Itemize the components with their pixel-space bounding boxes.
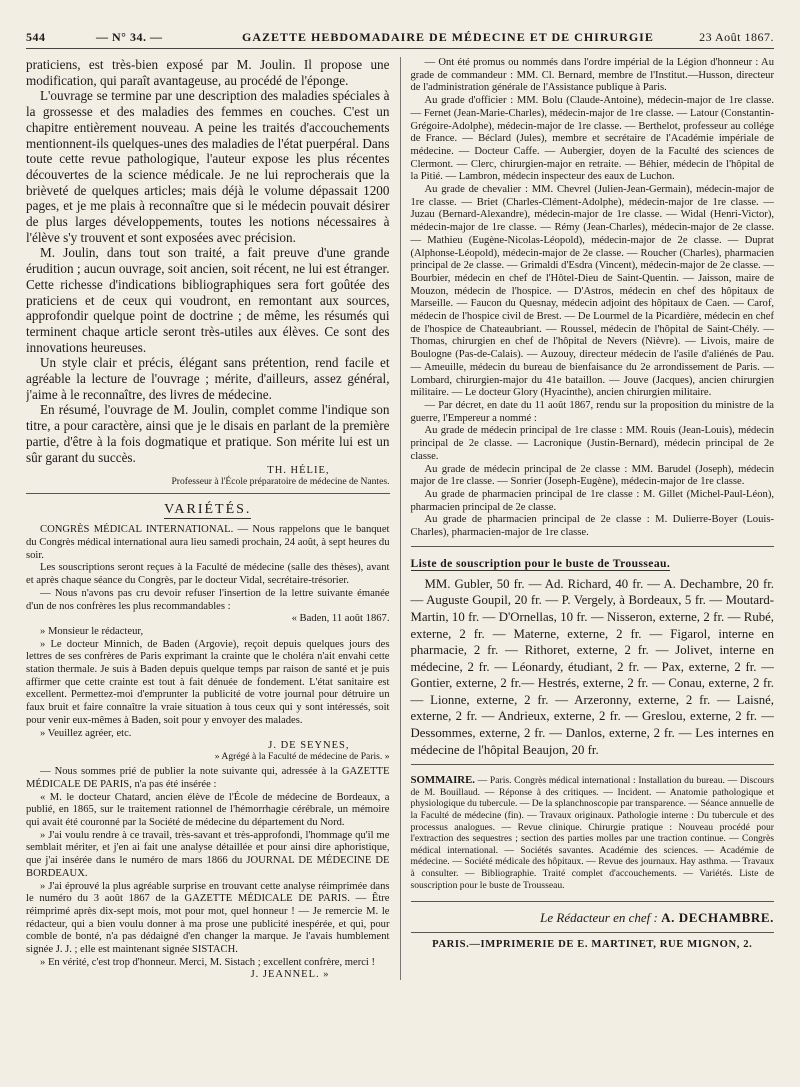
principal-1-paragraph: Au grade de médecin principal de 1re classe : MM. Rouis (Jean-Louis), médecin principal de 2e classe. — Lacronique (Justin-Bernard), médecin principal de 2e classe. <box>410 425 774 462</box>
review-signature: TH. HÉLIE, <box>267 465 330 477</box>
review-paragraph: L'ouvrage se termine par une description des maladies spéciales à la grossesse et des maladies des femmes en couches. C'est un chapitre entièrement nouveau. A peine les traités d'accouchements mentionnent-ils quelques-unes des maladies de l'état puerpéral. Dans toute cette revue pathologique, l'auteur expose les plus récentes découvertes de la science médicale. Je ne lui reprocherais que la brièveté de quelques articles; mais déjà le volume dépassait 1200 pages, et je me plais à reconnaître que si le médecin pouvait désirer de plus larges développements, toutes les notions nécessaires à l'élève s'y trouvent et sont exposées avec précision. <box>26 88 390 245</box>
congres-label: CONGRÈS MÉDICAL INTERNATIONAL. <box>40 524 234 536</box>
lettre-affiliation: » Agrégé à la Faculté de médecine de Paris. » <box>214 751 390 763</box>
chevalier-paragraph: Au grade de chevalier : MM. Chevrel (Julien-Jean-Germain), médecin-major de 1re classe. — Briet (Charles-Clément-Adolphe), médecin-major de 1re classe. — Juzau (Bernard-Alexandre), médecin-major de 1re classe. — Widal (Henri-Victor), médecin-major de 1re classe. — Rémy (Jean-Charles), médecin-major de 2e classe. — Mathieu (Eugène-Nicolas-Léopold), médecin-major de 2e classe. — Duprat (Alphonse-Léopold), médecin-major de 2e classe. — Roucher (Charles), pharmacien principal de 2e classe. — Grimaldi d'Esdra (Vincent), médecin-major de 2e classe. — Bourbier, médecin en chef de l'Hôtel-Dieu de Saint-Quentin. — Jaisson, maire de Mouzon, médecin de l'hospice. — D'Astros, médecin en chef des hôpitaux de Marseille. — Faucon du Quesnay, médecin adjoint des hôpitaux de Caen. — Carof, médecin de l'hospice civil de Brest. — De Lourmel de la Picardière, médecin en chef de l'hospice de Chateaubriant. — Roussel, médecin de l'hôpital de Saint-Chély. — Thomas, chirurgien en chef de l'hôpital de Nevers (Nièvre). — Livois, maire de Boulogne (Pas-de-Calais). — Auzouy, directeur médecin de l'asile d'aliénés de Pau. — Ameuille, médecin du bureau de bienfaisance du 2e arrondissement de Paris. — Lombard, chirurgien-major du 41e bataillon. — Jouve (Jacques), ancien chirurgien militaire. — Le docteur Glory (Hyacinthe), ancien chirurgien militaire. <box>410 184 774 399</box>
lettre-intro: — Nous n'avons pas cru devoir refuser l'insertion de la lettre suivante émanée d'un de nos confrères les plus recommandables : <box>26 587 390 612</box>
officier-paragraph: Au grade d'officier : MM. Bolu (Claude-Antoine), médecin-major de 1re classe. — Fernet (Jean-Marie-Charles), médecin-major de 1re classe. — Latour (Constantin-Grégoire-Adolphe), médecin-major de 1re classe. — Berthelot, professeur au collége de France. — Béclard (Jules), membre et secrétaire de l'Académie impériale de médecine. — Docteur Caffe. — Aubergier, doyen de la Faculté des sciences de Clermont. — Clerc, chirurgien-major en retraite. — Béhier, médecin de l'hôpital de la Pitié. — Lambron, médecin inspecteur des eaux de Luchon. <box>410 95 774 183</box>
imprimerie-line: PARIS.—IMPRIMERIE DE E. MARTINET, RUE MIGNON, 2. <box>432 938 753 950</box>
section-divider <box>411 932 775 933</box>
note-paragraph: » J'ai voulu rendre à ce travail, très-savant et très-approfondi, l'hommage qu'il me semblait mériter, et j'en ai fait une analyse détaillée et pour ainsi dire aphoristique, que j'ai insérée dans le numéro de mars 1866 du JOURNAL DE MÉDECINE DE BORDEAUX. <box>26 829 390 879</box>
issue-number: — N° 34. — <box>96 30 163 44</box>
redacteur-line <box>411 910 775 926</box>
section-divider <box>411 901 775 902</box>
souscriptions-paragraph: Les souscriptions seront reçues à la Faculté de médecine (salle des thèses), avant et après chaque séance du Congrès, par le docteur Vidal, secrétaire-trésorier. <box>26 562 390 587</box>
issue-date: 23 Août 1867. <box>699 30 774 44</box>
review-paragraph: praticiens, est très-bien exposé par M. Joulin. Il propose une modification, qui paraît avantageuse, au procédé de l'éponge. <box>26 57 390 88</box>
redacteur-label: Le Rédacteur en chef : <box>540 909 658 925</box>
lettre-date: « Baden, 11 août 1867. <box>291 613 390 625</box>
lettre-body: » Le docteur Minnich, de Baden (Argovie), reçoit depuis quelques jours des lettres de ses confrères de Paris exprimant la crainte que le choléra n'ait envahi cette station thermale. Je suis à Baden depuis quelque temps par raison de santé et je puis affirmer que cette crainte est tout à fait dénuée de fondement. L'état sanitaire est excellent. Permettez-moi d'emprunter la publicité de votre journal pour détruire un faux bruit et faire connaître la vraie situation à tous ceux qui y sont intéressés, soit pour venir eux-mêmes à Baden, soit pour y envoyer des malades. <box>26 638 390 726</box>
varietes-heading <box>26 502 390 518</box>
principal-2-paragraph: Au grade de médecin principal de 2e classe : MM. Barudel (Joseph), médecin major de 1re classe. — Sonrier (Joseph-Eugène), médecin-major de 1re classe. <box>410 463 774 488</box>
section-divider <box>26 493 390 494</box>
note-paragraph: « M. le docteur Chatard, ancien élève de l'École de médecine de Bordeaux, a publié, en 1865, sur le traitement rationnel de l'hémorrhagie cérébrale, un mémoire qui avait été couronné par la Société de médecine du département du Nord. <box>26 791 390 829</box>
pharmacien-2-paragraph: Au grade de pharmacien principal de 2e classe : M. Dulierre-Boyer (Louis-Charles), pharmacien-major de 1re classe. <box>410 514 774 539</box>
pharmacien-1-paragraph: Au grade de pharmacien principal de 1re classe : M. Gillet (Michel-Paul-Léon), pharmacien principal de 2e classe. <box>410 488 774 513</box>
journal-title: GAZETTE HEBDOMADAIRE DE MÉDECINE ET DE CHIRURGIE <box>242 30 654 44</box>
review-affiliation: Professeur à l'École préparatoire de médecine de Nantes. <box>171 476 390 488</box>
sommaire-label: SOMMAIRE. <box>410 774 475 787</box>
review-paragraph: M. Joulin, dans tout son traité, a fait preuve d'une grande érudition ; aucun ouvrage, soit ancien, soit récent, ne lui est étranger. Cette richesse d'indications bibliographiques sera fort goûtée des praticiens et de ceux qui voudront, en remontant aux sources, approfondir quelque point de doctrine ; de même, les résumés qui terminent chaque article seront très-utiles aux élèves. Ce sont des innovations heureuses. <box>26 245 390 355</box>
varietes-title: VARIÉTÉS. <box>164 502 252 518</box>
note-paragraph: » En vérité, c'est trop d'honneur. Merci, M. Sistach ; excellent confrère, merci ! <box>40 956 376 968</box>
lettre-close: » Veuillez agréer, etc. <box>40 727 132 739</box>
decret-paragraph: — Par décret, en date du 11 août 1867, rendu sur la proposition du ministre de la guerre, l'Empereur a nommé : <box>410 399 774 424</box>
right-column <box>400 57 775 980</box>
note-intro: — Nous sommes prié de publier la note suivante qui, adressée à la GAZETTE MÉDICALE DE PARIS, n'a pas été insérée : <box>26 766 390 790</box>
page-number: 544 <box>26 30 46 44</box>
review-paragraph: Un style clair et précis, élégant sans prétention, rend facile et agréable la lecture de l'ouvrage ; mérite, d'ailleurs, assez général, j'aime à le reconnaître, des livres de médecine. <box>26 355 390 402</box>
redacteur-name: A. DECHAMBRE. <box>661 909 774 925</box>
note-paragraph: » J'ai éprouvé la plus agréable surprise en trouvant cette analyse réimprimée dans le numéro du 3 août 1867 de la GAZETTE MÉDICALE DE PARIS. — Être réimprimé après dix-sept mois, mot pour mot, quel honneur ! — Je remercie M. le rédacteur, qui a bien voulu donner à ma prose une publicité inespérée, et qui, pour comble de bonté, n'a pas dédaigné d'en changer la marque. Je l'avais humblement signée J. J. ; elle est maintenant signée SISTACH. <box>26 880 390 956</box>
sommaire-text: — Paris. Congrès médical international : Installation du bureau. — Discours de M. Bouillaud. — Réponse à des critiques. — Incident. — Anatomie pathologique et physiologique du tubercule. — De la splanchnoscopie par transparence. — Séance annuelle de la Faculté de médecine (fin). — Travaux originaux. Pathologie interne : Du tubercule et des processus analogues. — Revue clinique. Chirurgie pratique : Nouveau procédé pour l'extraction des sequestres ; section des parties molles par une traction continue. — Congrès médical international. — Sociétés savantes. Académie des sciences. — Académie de médecine. — Société médicale des hôpitaux. — Revue des journaux. Hay asthma. — Travaux à consulter. — Bibliographie. Traité complet d'accouchements. — Variétés. Liste de souscription pour le buste de Trousseau. <box>410 775 774 891</box>
list-heading <box>411 557 775 570</box>
list-title: Liste de souscription pour le buste de Trousseau. <box>410 556 671 570</box>
sommaire-block <box>411 775 775 891</box>
lettre-signature: J. DE SEYNES, <box>268 740 350 752</box>
legion-intro: — Ont été promus ou nommés dans l'ordre impérial de la Légion d'honneur : Au grade de commandeur : MM. Cl. Bernard, membre de l'Institut.—Husson, directeur de l'administration générale de l'Assistance publique à Paris. <box>410 57 774 94</box>
section-divider <box>411 546 775 547</box>
note-signature: J. JEANNEL. » <box>250 969 330 981</box>
columns <box>26 57 774 980</box>
left-column <box>26 57 390 980</box>
congres-text: — Nous rappelons que le banquet du Congrès médical international aura lieu samedi prochain, 24 août, à sept heures du soir. <box>26 524 390 561</box>
congres-paragraph <box>26 524 390 562</box>
section-divider <box>411 764 775 765</box>
lettre-salutation: » Monsieur le rédacteur, <box>40 625 144 637</box>
page-header <box>26 28 774 49</box>
review-paragraph: En résumé, l'ouvrage de M. Joulin, complet comme l'indique son titre, a pour caractère, ainsi que je le disais en parlant de la première partie, d'être à la fois dogmatique et pratique. Son mérite lui est un sûr garant du succès. <box>26 402 390 465</box>
subscription-list: MM. Gubler, 50 fr. — Ad. Richard, 40 fr. — A. Dechambre, 20 fr. — Auguste Goupil, 20 fr. — P. Vergely, à Bordeaux, 5 fr. — Moutard-Martin, 10 fr. — D'Ornellas, 10 fr. — Nisseron, externe, 2 fr. — Rubé, externe, 2 fr. — Materne, externe, 2 fr. — Figarol, interne en pharmacie, 2 fr. — Rithoret, externe, 2 fr. — Jolivet, interne en médecine, 2 fr. — Léonardy, étudiant, 2 fr. — Pax, externe, 2 fr. — Gontier, externe, 2 fr.— Hestrés, externe, 2 fr. — Conau, externe, 2 fr. — Lionne, externe, 2 fr. — Arzeronny, externe, 2 fr. — Laisné, externe, 2 fr. — Andrieux, externe, 2 fr. — Greslou, externe, 2 fr. — Dessommes, externe, 2 fr. — Danlos, externe, 2 fr. — Les internes en médecine de l'hôpital Beaujon, 20 fr. <box>410 576 774 757</box>
